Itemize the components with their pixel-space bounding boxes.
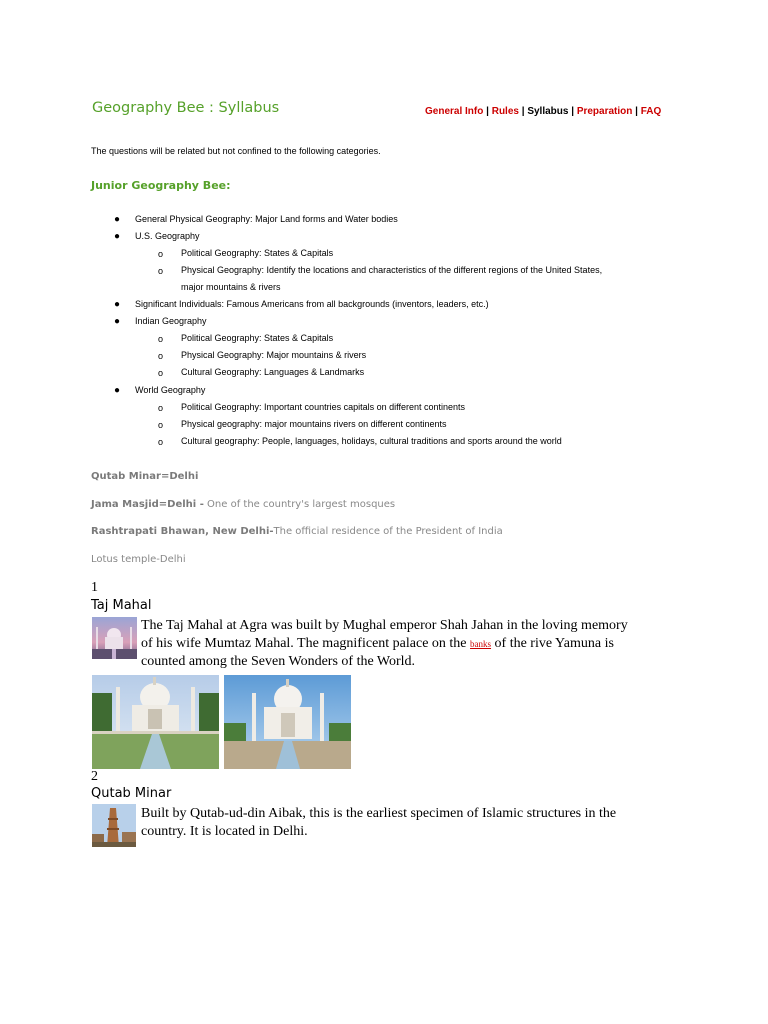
section-number: 2 <box>91 769 98 784</box>
list-item: Significant Individuals: Famous Americans from all backgrounds (inventors, leaders, etc.) <box>135 299 489 309</box>
sub-list-item: Political Geography: States & Capitals <box>181 333 334 343</box>
sub-bullet-icon: o <box>158 420 164 430</box>
bullet-icon: ● <box>114 316 121 327</box>
note-qutab-text: Qutab Minar=Delhi <box>91 471 199 482</box>
sub-list-item: Political Geography: Important countries capitals on different continents <box>181 402 465 412</box>
nav-separator: | <box>483 106 492 117</box>
top-nav <box>425 106 661 117</box>
banks-link[interactable]: banks <box>470 638 492 649</box>
list-item: Indian Geography <box>135 316 207 326</box>
note-rashtrapati-text: The official residence of the President of India <box>273 526 503 537</box>
sub-bullet-icon: o <box>158 403 164 413</box>
note-lotus <box>91 554 186 565</box>
note-jama-masjid <box>91 499 395 510</box>
qutab-minar-thumbnail <box>92 804 136 847</box>
note-rashtrapati-bold: Rashtrapati Bhawan, New Delhi- <box>91 526 274 537</box>
list-item: General Physical Geography: Major Land forms and Water bodies <box>135 214 398 224</box>
list-item: World Geography <box>135 385 206 395</box>
nav-syllabus-current: Syllabus <box>527 106 569 117</box>
bullet-icon: ● <box>114 231 121 242</box>
nav-preparation-link[interactable]: Preparation <box>576 106 633 117</box>
sub-list-item: Political Geography: States & Capitals <box>181 248 334 258</box>
nav-rules-link[interactable]: Rules <box>491 106 519 117</box>
nav-separator: | <box>568 106 577 117</box>
section-number: 1 <box>91 580 98 595</box>
taj-mahal-photo-1 <box>92 675 219 769</box>
bullet-icon: ● <box>114 385 121 396</box>
taj-text-after: of the rive Yamuna is counted among the Seven Wonders of the World. <box>141 635 614 669</box>
sub-bullet-icon: o <box>158 368 164 378</box>
page-title: Geography Bee : Syllabus <box>92 100 280 116</box>
sub-bullet-icon: o <box>158 249 164 259</box>
section-title-taj-mahal: Taj Mahal <box>91 598 152 613</box>
sub-bullet-icon: o <box>158 334 164 344</box>
sub-list-item: Cultural Geography: Languages & Landmarks <box>181 367 365 377</box>
section-title-qutab-minar: Qutab Minar <box>91 786 172 801</box>
qutab-minar-description: Built by Qutab-ud-din Aibak, this is the earliest specimen of Islamic structures in the country. It is located in Delhi. <box>141 806 617 839</box>
nav-separator: | <box>518 106 528 117</box>
sub-bullet-icon: o <box>158 437 164 447</box>
nav-faq-link[interactable]: FAQ <box>640 106 662 117</box>
bullet-icon: ● <box>114 299 121 310</box>
sub-bullet-icon: o <box>158 266 164 276</box>
taj-text-before: The Taj Mahal at Agra was built by Mughal emperor Shah Jahan in the loving memory of his wife Mumtaz Mahal. The magnificent palace on the <box>141 618 628 651</box>
note-jama-text: One of the country's largest mosques <box>203 499 396 510</box>
taj-mahal-thumbnail <box>92 617 137 659</box>
note-rashtrapati <box>91 526 503 537</box>
sub-bullet-icon: o <box>158 351 164 361</box>
sub-list-item: Physical Geography: Identify the locations and characteristics of the different regions of the United States, <box>181 265 603 275</box>
junior-heading: Junior Geography Bee: <box>91 179 231 192</box>
nav-general-info-link[interactable]: General Info <box>425 106 484 117</box>
sub-list-item-continued: major mountains & rivers <box>181 282 281 292</box>
note-qutab <box>91 471 198 482</box>
sub-list-item: Physical geography: major mountains rivers on different continents <box>181 419 447 429</box>
intro-text: The questions will be related but not confined to the following categories. <box>91 146 381 156</box>
note-jama-bold: Jama Masjid=Delhi - <box>91 499 204 510</box>
note-lotus-text: Lotus temple-Delhi <box>91 554 186 565</box>
nav-separator: | <box>632 106 641 117</box>
bullet-icon: ● <box>114 214 121 225</box>
taj-mahal-description <box>141 617 631 671</box>
sub-list-item: Physical Geography: Major mountains & rivers <box>181 350 367 360</box>
sub-list-item: Cultural geography: People, languages, holidays, cultural traditions and sports around the world <box>181 436 562 446</box>
taj-mahal-photo-2 <box>224 675 351 769</box>
list-item: U.S. Geography <box>135 231 200 241</box>
